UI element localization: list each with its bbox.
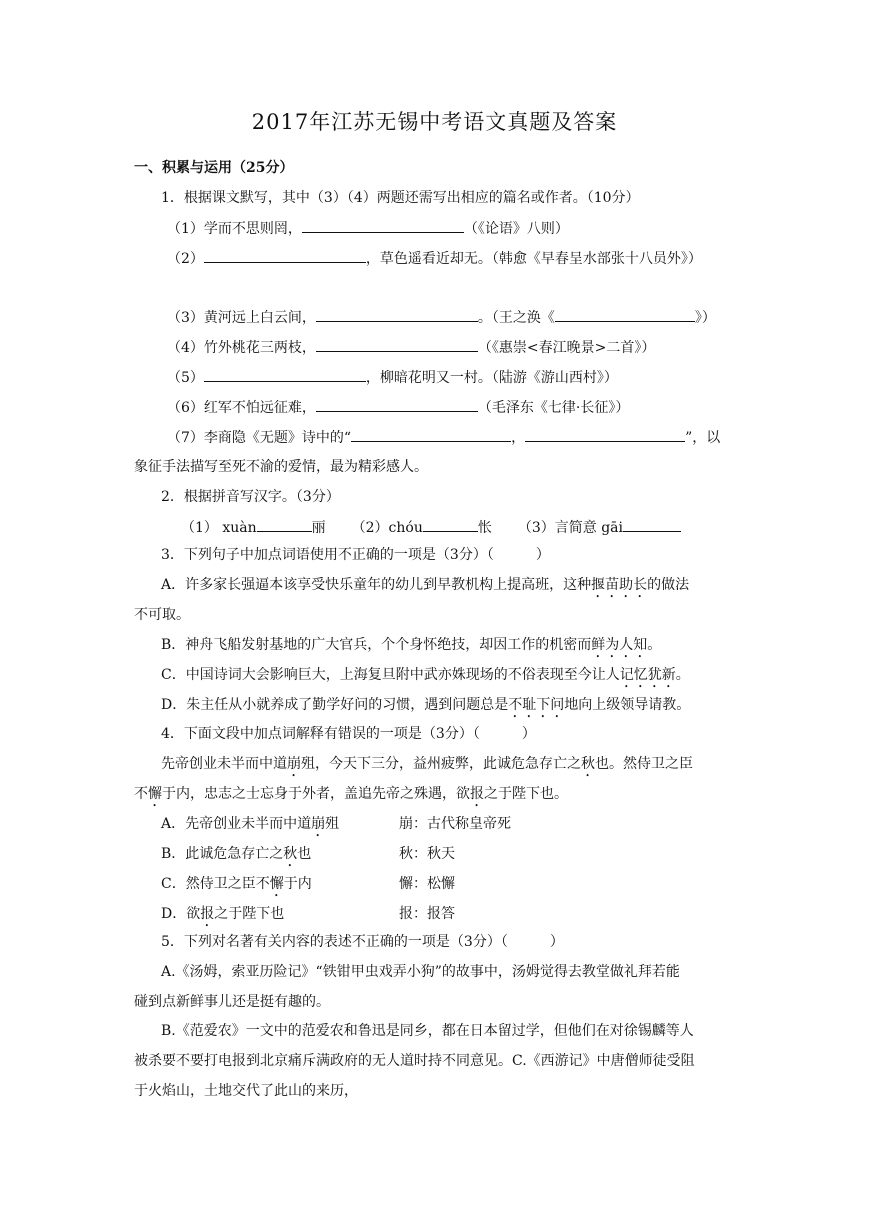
q4-passage-line1: 先帝创业未半而中道崩殂，今天下三分，益州疲弊，此诚危急存亡之秋也。然侍卫之臣 <box>161 756 693 772</box>
q4-option-c: C．然侍卫之臣不懈于内 <box>161 876 312 892</box>
answer-blank[interactable] <box>316 397 478 412</box>
q1-line7-cont: 象征手法描写至死不渝的爱情，最为精彩感人。 <box>134 459 428 475</box>
q4-option-b-meaning: 秋：秋天 <box>399 846 455 862</box>
dotted-word: 报 <box>200 906 215 922</box>
section-heading: 一、积累与运用（25分） <box>134 160 294 176</box>
answer-blank[interactable] <box>316 337 478 352</box>
q3-option-d: D．朱主任从小就养成了勤学好问的习惯，遇到问题总是不耻下问地向上级领导请教。 <box>161 697 691 713</box>
answer-blank[interactable] <box>316 307 478 322</box>
q1-line6: （6）红军不怕远征难， （毛泽东《七律·长征》） <box>167 397 629 418</box>
q5-option-c-cont: 于火焰山，土地交代了此山的来历， <box>134 1083 358 1099</box>
answer-blank[interactable] <box>423 517 478 532</box>
dotted-word: 秋 <box>283 846 298 862</box>
q1-line5: （5） ，柳暗花明又一村。（陆游《游山西村》） <box>167 367 618 388</box>
answer-blank[interactable] <box>525 427 685 442</box>
q4-option-a-meaning: 崩：古代称皇帝死 <box>399 816 511 832</box>
q5-option-a-cont: 碰到点新鲜事儿还是挺有趣的。 <box>134 994 330 1010</box>
q5-option-a: A.《汤姆，索亚历险记》“铁钳甲虫戏弄小狗”的故事中，汤姆觉得去教堂做礼拜若能 <box>161 964 680 980</box>
q3-option-c: C．中国诗词大会影响巨大，上海复旦附中武亦姝现场的不俗表现至今让人记忆犹新。 <box>161 667 690 683</box>
q4-option-d: D．欲报之于陛下也 <box>161 906 285 922</box>
answer-blank[interactable] <box>623 517 681 532</box>
answer-blank[interactable] <box>204 367 366 382</box>
q1-line4: （4）竹外桃花三两枝， （《惠崇<春江晚景>二首》） <box>167 337 655 358</box>
dotted-word: 报 <box>470 786 484 802</box>
q1-line1: （1）学而不思则罔， （《论语》八则） <box>167 218 569 239</box>
q2-items: （1） xuàn 丽 （2）chóu 怅 （3）言简意 gāi <box>181 517 681 538</box>
answer-blank[interactable] <box>351 427 511 442</box>
q5-stem: 5．下列对名著有关内容的表述不正确的一项是（3分）（ ） <box>161 934 564 950</box>
q4-option-c-meaning: 懈：松懈 <box>399 876 455 892</box>
q4-passage-line2: 不懈于内，忠志之士忘身于外者，盖追先帝之殊遇，欲报之于陛下也。 <box>134 786 568 802</box>
dotted-word: 秋 <box>581 756 595 772</box>
q3-stem: 3．下列句子中加点词语使用不正确的一项是（3分）（ ） <box>161 547 550 563</box>
q4-option-d-meaning: 报：报答 <box>399 906 455 922</box>
dotted-word: 崩 <box>311 816 326 832</box>
answer-blank[interactable] <box>302 218 464 233</box>
q5-option-b-cont: 被杀要不要打电报到北京痛斥满政府的无人道时持不同意见。C.《西游记》中唐僧师徒受阻 <box>134 1053 695 1069</box>
dotted-word: 懈 <box>269 876 284 892</box>
q3-option-a-cont: 不可取。 <box>134 607 190 623</box>
dotted-word: 懈 <box>148 786 162 802</box>
q5-option-b: B.《范爱农》一文中的范爱农和鲁迅是同乡，都在日本留过学，但他们在对徐锡麟等人 <box>161 1023 694 1039</box>
page-title: 2017年江苏无锡中考语文真题及答案 <box>251 110 618 134</box>
q3-option-a: A．许多家长强逼本该享受快乐童年的幼儿到早教机构上提高班，这种揠苗助长的做法 <box>161 577 690 593</box>
answer-blank[interactable] <box>555 307 695 322</box>
dotted-word: 鲜为人知 <box>591 637 648 653</box>
q1-line2: （2） ，草色遥看近却无。（韩愈《早春呈水部张十八员外》） <box>167 248 702 269</box>
q1-line3: （3）黄河远上白云间， 。（王之涣《 》） <box>167 307 716 328</box>
q4-option-b: B．此诚危急存亡之秋也 <box>161 846 312 862</box>
q4-stem: 4．下面文段中加点词解释有错误的一项是（3分）（ ） <box>161 726 536 742</box>
q3-option-b: B．神舟飞船发射基地的广大官兵，个个身怀绝技，却因工作的机密而鲜为人知。 <box>161 637 662 653</box>
dotted-word: 揠苗助长 <box>591 577 648 593</box>
dotted-word: 记忆犹新 <box>619 667 676 683</box>
q4-option-a: A．先帝创业未半而中道崩殂 <box>161 816 340 832</box>
q2-stem: 2．根据拼音写汉字。（3分） <box>161 489 340 505</box>
dotted-word: 不耻下问 <box>508 697 565 713</box>
q1-stem: 1．根据课文默写，其中（3）（4）两题还需写出相应的篇名或作者。（10分） <box>161 190 640 206</box>
answer-blank[interactable] <box>204 248 366 263</box>
q1-line7: （7）李商隐《无题》诗中的“ ， ”，以 <box>167 427 720 448</box>
answer-blank[interactable] <box>257 517 312 532</box>
dotted-word: 崩 <box>287 756 301 772</box>
